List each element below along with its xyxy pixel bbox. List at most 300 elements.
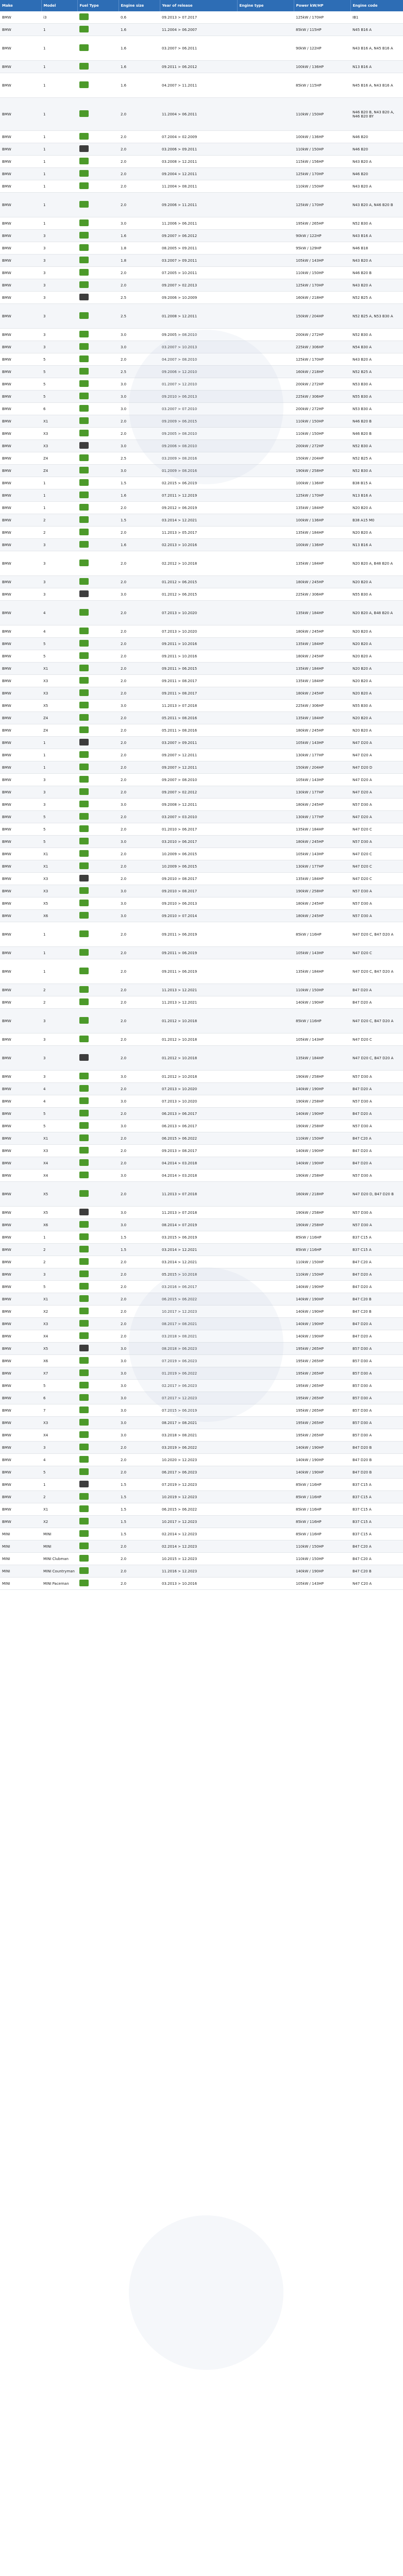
table-row [0,588,403,601]
engine-type-cell [237,1330,294,1343]
table-row [0,687,403,700]
fuel-type-icon [79,281,89,288]
make-cell: BMW [0,304,41,329]
table-row [0,98,403,131]
power-cell: 110kW / 150HP [294,98,350,131]
fuel-type-cell [77,551,119,576]
fuel-type-icon [79,1580,89,1586]
engine-size-cell: 3.0 [119,378,160,391]
fuel-type-cell [77,749,119,761]
fuel-type-cell [77,1442,119,1454]
table-row [0,1256,403,1268]
power-cell: 85kW / 116HP [294,1491,350,1503]
year-cell: 08.2017 > 08.2021 [160,1318,237,1330]
power-cell: 180kW / 245HP [294,576,350,588]
engine-code-cell: N47 D20 C, B47 D20 A [350,1046,403,1071]
fuel-type-icon [79,813,89,820]
engine-code-cell: B47 D20 A [350,1330,403,1343]
engine-size-cell: 2.0 [119,180,160,193]
fuel-type-cell [77,341,119,353]
table-row [0,823,403,836]
fuel-type-icon [79,1369,89,1376]
engine-size-cell: 2.0 [119,1182,160,1207]
engine-size-cell: 3.0 [119,1429,160,1442]
fuel-type-cell [77,428,119,440]
year-cell: 09.2011 > 08.2017 [160,675,237,687]
fuel-type-cell [77,873,119,885]
fuel-type-cell [77,1417,119,1429]
power-cell: 125kW / 170HP [294,489,350,502]
engine-code-cell: N45 B16 A [350,24,403,36]
engine-code-cell: N47 D20 A [350,786,403,799]
fuel-type-icon [79,862,89,869]
model-cell: 3 [41,786,77,799]
engine-code-cell: N47 D20 C [350,873,403,885]
table-row [0,947,403,959]
fuel-type-icon [79,158,89,164]
engine-code-cell: N53 B30 A [350,403,403,415]
fuel-type-icon [79,1110,89,1116]
fuel-type-icon [79,1246,89,1252]
make-cell: BMW [0,1268,41,1281]
power-cell: 85kW / 116HP [294,1231,350,1244]
year-cell: 03.2007 > 03.2010 [160,811,237,823]
model-cell: 3 [41,1009,77,1033]
table-row [0,1231,403,1244]
engine-size-cell: 1.5 [119,477,160,489]
engine-type-cell [237,230,294,242]
year-cell: 08.2014 > 07.2019 [160,1219,237,1231]
power-cell: 105kW / 143HP [294,1578,350,1590]
engine-type-cell [237,1095,294,1108]
table-row [0,428,403,440]
fuel-type-icon [79,560,89,566]
model-cell: X3 [41,1417,77,1429]
model-cell: X1 [41,663,77,675]
table-row [0,1132,403,1145]
make-cell: BMW [0,1479,41,1491]
model-cell: 3 [41,255,77,267]
engine-type-cell [237,761,294,774]
model-cell: 2 [41,1256,77,1268]
year-cell: 09.2007 > 02.2012 [160,786,237,799]
fuel-type-icon [79,44,89,51]
table-row [0,1491,403,1503]
fuel-type-cell [77,663,119,675]
model-cell: X1 [41,1503,77,1516]
model-cell: Z4 [41,465,77,477]
col-fuel-header: Fuel Type [77,0,119,11]
year-cell: 07.2011 > 12.2019 [160,489,237,502]
power-cell: 225kW / 306HP [294,588,350,601]
model-cell: X4 [41,1157,77,1170]
engine-size-cell: 1.5 [119,1491,160,1503]
engine-type-cell [237,527,294,539]
engine-code-cell: B47 D20 B [350,1442,403,1454]
make-cell: BMW [0,576,41,588]
fuel-type-cell [77,836,119,848]
make-cell: BMW [0,156,41,168]
engine-code-cell: B47 D20 B [350,1466,403,1479]
year-cell: 10.2017 > 12.2023 [160,1306,237,1318]
engine-code-cell: B37 C15 A [350,1516,403,1528]
fuel-type-cell [77,131,119,143]
engine-size-cell: 3.0 [119,1380,160,1392]
power-cell: 135kW / 184HP [294,959,350,984]
make-cell: BMW [0,279,41,292]
engine-type-cell [237,24,294,36]
engine-size-cell: 3.0 [119,329,160,341]
model-cell: Z4 [41,452,77,465]
engine-type-cell [237,366,294,378]
fuel-type-icon [79,81,89,88]
engine-size-cell: 2.0 [119,1540,160,1553]
fuel-type-icon [79,479,89,486]
year-cell: 09.2006 > 11.2011 [160,193,237,217]
engine-type-cell [237,910,294,922]
engine-code-cell: B47 C20 A [350,1553,403,1565]
make-cell: MINI [0,1565,41,1578]
model-cell: 5 [41,1281,77,1293]
year-cell: 09.2006 > 08.2010 [160,440,237,452]
engine-type-cell [237,292,294,304]
power-cell: 180kW / 245HP [294,799,350,811]
make-cell: BMW [0,1367,41,1380]
table-row [0,638,403,650]
make-cell: BMW [0,514,41,527]
make-cell: BMW [0,836,41,848]
model-cell: X4 [41,1330,77,1343]
make-cell: BMW [0,959,41,984]
engine-size-cell: 3.0 [119,1207,160,1219]
make-cell: BMW [0,217,41,230]
engine-size-cell: 3.0 [119,910,160,922]
fuel-type-icon [79,1270,89,1277]
year-cell: 03.2018 > 08.2021 [160,1330,237,1343]
fuel-type-icon [79,504,89,511]
engine-code-cell: N45 B16 A, N43 B16 A [350,73,403,98]
table-row [0,279,403,292]
engine-size-cell: 3.0 [119,1417,160,1429]
engine-code-cell: B37 C15 A [350,1479,403,1491]
engine-type-cell [237,922,294,947]
table-row [0,897,403,910]
power-cell: 135kW / 184HP [294,712,350,724]
fuel-type-icon [79,417,89,424]
make-cell: BMW [0,947,41,959]
fuel-type-cell [77,168,119,180]
engine-size-cell: 1.5 [119,1503,160,1516]
engine-size-cell: 2.0 [119,193,160,217]
table-row [0,1516,403,1528]
engine-type-cell [237,625,294,638]
make-cell: BMW [0,353,41,366]
year-cell: 09.2007 > 12.2011 [160,761,237,774]
model-cell: X5 [41,700,77,712]
engine-size-cell: 2.0 [119,1553,160,1565]
fuel-type-cell [77,1071,119,1083]
fuel-type-cell [77,440,119,452]
fuel-type-icon [79,257,89,263]
engine-size-cell: 2.0 [119,168,160,180]
engine-type-cell [237,353,294,366]
table-row [0,1268,403,1281]
table-row [0,1343,403,1355]
col-engine-size-header: Engine size [119,0,160,11]
year-cell: 07.2013 > 10.2020 [160,1095,237,1108]
table-row [0,230,403,242]
make-cell: BMW [0,749,41,761]
power-cell: 125kW / 170HP [294,11,350,24]
make-cell: BMW [0,1442,41,1454]
engine-code-cell: N43 B20 A [350,180,403,193]
fuel-type-cell [77,156,119,168]
make-cell: BMW [0,1095,41,1108]
fuel-type-icon [79,13,89,20]
year-cell: 10.2015 > 12.2023 [160,1553,237,1565]
engine-size-cell: 2.0 [119,774,160,786]
fuel-type-icon [79,1221,89,1228]
engine-size-cell: 2.0 [119,1565,160,1578]
power-cell: 85kW / 116HP [294,1009,350,1033]
year-cell: 01.2012 > 10.2018 [160,1046,237,1071]
fuel-type-cell [77,465,119,477]
power-cell: 85kW / 116HP [294,1479,350,1491]
engine-size-cell: 3.0 [119,799,160,811]
model-cell: X3 [41,687,77,700]
model-cell: 2 [41,984,77,996]
fuel-type-icon [79,850,89,857]
table-row [0,650,403,663]
fuel-type-icon [79,900,89,906]
model-cell: X5 [41,1182,77,1207]
make-cell: BMW [0,984,41,996]
year-cell: 11.2013 > 05.2017 [160,527,237,539]
engine-type-cell [237,36,294,61]
power-cell: 110kW / 150HP [294,1132,350,1145]
engine-size-cell: 2.0 [119,959,160,984]
table-row [0,502,403,514]
engine-code-cell: B57 D30 A [350,1355,403,1367]
engine-code-cell: N20 B20 A [350,576,403,588]
fuel-type-cell [77,1306,119,1318]
table-row [0,860,403,873]
engine-type-cell [237,1392,294,1404]
fuel-type-cell [77,1479,119,1491]
table-row [0,774,403,786]
engine-type-cell [237,1516,294,1528]
make-cell: BMW [0,1330,41,1343]
table-row [0,1219,403,1231]
table-row [0,811,403,823]
fuel-type-cell [77,1293,119,1306]
engine-size-cell: 3.0 [119,1367,160,1380]
model-cell: 5 [41,811,77,823]
table-row [0,61,403,73]
table-row [0,514,403,527]
model-cell: 1 [41,1479,77,1491]
engine-size-cell: 3.0 [119,403,160,415]
model-cell: 5 [41,1380,77,1392]
table-row [0,1071,403,1083]
engine-type-cell [237,811,294,823]
model-cell: 5 [41,391,77,403]
engine-type-cell [237,1318,294,1330]
table-row [0,527,403,539]
make-cell: BMW [0,1503,41,1516]
engine-size-cell: 2.0 [119,1442,160,1454]
power-cell: 95kW / 129HP [294,242,350,255]
make-cell: BMW [0,428,41,440]
model-cell: X4 [41,1429,77,1442]
model-cell: MINI Paceman [41,1578,77,1590]
make-cell: BMW [0,1132,41,1145]
engine-size-cell: 3.0 [119,1404,160,1417]
engine-code-cell: N46 B20 B [350,267,403,279]
fuel-type-cell [77,1565,119,1578]
fuel-type-icon [79,788,89,795]
engine-size-cell: 2.0 [119,873,160,885]
col-model-header: Model [41,0,77,11]
model-cell: X1 [41,1132,77,1145]
engine-size-cell: 2.0 [119,996,160,1009]
fuel-type-icon [79,609,89,616]
power-cell: 90kW / 122HP [294,230,350,242]
power-cell: 180kW / 245HP [294,687,350,700]
year-cell: 09.2011 > 10.2016 [160,650,237,663]
table-row [0,1318,403,1330]
engine-code-cell: N47 D20 C, B47 D20 A [350,1009,403,1033]
engine-type-cell [237,947,294,959]
table-row [0,255,403,267]
power-cell: 85kW / 116HP [294,1503,350,1516]
make-cell: BMW [0,292,41,304]
engine-size-cell: 2.0 [119,1466,160,1479]
engine-type-cell [237,1380,294,1392]
model-cell: 3 [41,267,77,279]
table-row [0,601,403,625]
engine-size-cell: 2.0 [119,279,160,292]
engine-code-cell: N47 D20 A [350,774,403,786]
model-cell: X3 [41,873,77,885]
model-cell: 1 [41,180,77,193]
make-cell: BMW [0,1293,41,1306]
table-row [0,378,403,391]
model-cell: 7 [41,1404,77,1417]
engine-code-cell: N55 B30 A [350,588,403,601]
model-cell: X3 [41,1145,77,1157]
power-cell: 180kW / 245HP [294,650,350,663]
engine-type-cell [237,1219,294,1231]
model-cell: X2 [41,1306,77,1318]
fuel-type-icon [79,1419,89,1426]
fuel-type-icon [79,63,89,70]
fuel-type-icon [79,393,89,399]
year-cell: 11.2013 > 12.2021 [160,984,237,996]
power-cell: 190kW / 258HP [294,1207,350,1219]
model-cell: X1 [41,848,77,860]
table-row [0,1170,403,1182]
fuel-type-cell [77,353,119,366]
power-cell: 140kW / 190HP [294,1565,350,1578]
power-cell: 125kW / 170HP [294,353,350,366]
model-cell: 3 [41,341,77,353]
engine-size-cell: 1.6 [119,73,160,98]
engine-size-cell: 1.5 [119,1231,160,1244]
fuel-type-icon [79,825,89,832]
table-row [0,217,403,230]
year-cell: 01.2007 > 12.2010 [160,378,237,391]
power-cell: 135kW / 184HP [294,663,350,675]
engine-size-cell: 2.0 [119,625,160,638]
engine-code-cell: N46 B20 [350,168,403,180]
year-cell: 11.2004 > 08.2011 [160,180,237,193]
year-cell: 09.2011 > 06.2015 [160,663,237,675]
engine-code-cell: N47 D20 C [350,823,403,836]
engine-size-cell: 1.8 [119,242,160,255]
power-cell: 190kW / 258HP [294,1219,350,1231]
fuel-type-cell [77,1120,119,1132]
make-cell: BMW [0,1219,41,1231]
model-cell: 1 [41,761,77,774]
table-row [0,786,403,799]
model-cell: 1 [41,959,77,984]
engine-code-cell: B47 D20 A [350,1145,403,1157]
engine-size-cell: 2.0 [119,848,160,860]
engine-size-cell: 0.6 [119,11,160,24]
table-row [0,1009,403,1033]
make-cell: BMW [0,588,41,601]
make-cell: BMW [0,601,41,625]
engine-size-cell: 2.0 [119,1083,160,1095]
table-row [0,465,403,477]
fuel-type-cell [77,1392,119,1404]
engine-size-cell: 2.0 [119,502,160,514]
model-cell: 5 [41,378,77,391]
make-cell: MINI [0,1553,41,1565]
make-cell: BMW [0,1516,41,1528]
engine-code-cell: B57 D30 A [350,1417,403,1429]
engine-code-cell: B47 C20 B [350,1306,403,1318]
engine-code-cell: B47 D20 A [350,996,403,1009]
fuel-type-icon [79,1134,89,1141]
make-cell: BMW [0,539,41,551]
year-cell: 05.2011 > 08.2016 [160,724,237,737]
engine-size-cell: 2.0 [119,1256,160,1268]
power-cell: 225kW / 306HP [294,700,350,712]
year-cell: 09.2010 > 06.2013 [160,391,237,403]
fuel-type-icon [79,442,89,449]
fuel-type-icon [79,1209,89,1215]
fuel-type-cell [77,638,119,650]
engine-code-cell: B47 C20 A [350,1132,403,1145]
power-cell: 105kW / 143HP [294,1033,350,1046]
make-cell: BMW [0,811,41,823]
year-cell: 03.2013 > 10.2016 [160,1578,237,1590]
make-cell: BMW [0,465,41,477]
table-row [0,24,403,36]
fuel-type-cell [77,947,119,959]
fuel-type-cell [77,576,119,588]
engine-code-cell: N57 D30 A [350,799,403,811]
engine-type-cell [237,1306,294,1318]
table-row [0,551,403,576]
year-cell: 09.2013 > 07.2017 [160,11,237,24]
make-cell: BMW [0,440,41,452]
engine-size-cell: 2.0 [119,576,160,588]
table-row [0,366,403,378]
engine-code-cell: B47 D20 A [350,1083,403,1095]
